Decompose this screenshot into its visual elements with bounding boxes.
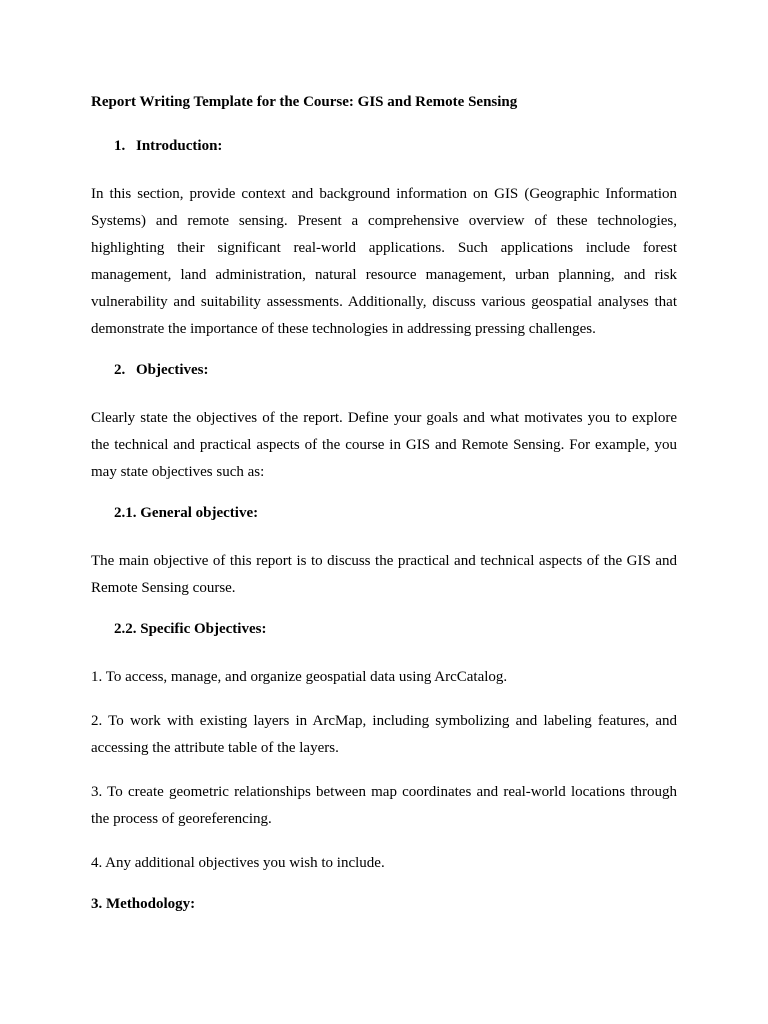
section-heading-objectives	[114, 360, 677, 380]
subsection-heading-specific-objectives: 2.2. Specific Objectives:	[114, 621, 267, 637]
section-heading-introduction	[114, 136, 677, 156]
objectives-paragraph: Clearly state the objectives of the report. Define your goals and what motivates you to explore the technical and practical aspects of the course in GIS and Remote Sensing. For example, you may state objectives such as:	[91, 410, 677, 480]
introduction-paragraph: In this section, provide context and background information on GIS (Geographic Information Systems) and remote sensing. Present a comprehensive overview of these technologies, highlighting their significant real-world applications. Such applications include forest management, land administration, natural resource management, urban planning, and risk vulnerability and suitability assessments. Additionally, discuss various geospatial analyses that demonstrate the importance of these technologies in addressing pressing challenges.	[91, 186, 677, 337]
specific-objective-item: 3. To create geometric relationships between map coordinates and real-world locations through the process of georeferencing.	[91, 784, 677, 827]
document-title: Report Writing Template for the Course: GIS and Remote Sensing	[91, 94, 518, 110]
specific-objective-item: 4. Any additional objectives you wish to include.	[91, 855, 385, 871]
section-number: 1.	[114, 138, 126, 154]
section-number: 2.	[114, 362, 126, 378]
section-heading-text: Objectives:	[136, 362, 209, 378]
specific-objective-item: 2. To work with existing layers in ArcMap, including symbolizing and labeling features, and accessing the attribute table of the layers.	[91, 713, 677, 756]
specific-objective-item: 1. To access, manage, and organize geospatial data using ArcCatalog.	[91, 669, 508, 685]
general-objective-paragraph: The main objective of this report is to discuss the practical and technical aspects of the GIS and Remote Sensing course.	[91, 553, 677, 596]
section-heading-text: Introduction:	[136, 138, 223, 154]
subsection-heading-general-objective: 2.1. General objective:	[114, 505, 259, 521]
section-heading-methodology: 3. Methodology:	[91, 896, 196, 912]
